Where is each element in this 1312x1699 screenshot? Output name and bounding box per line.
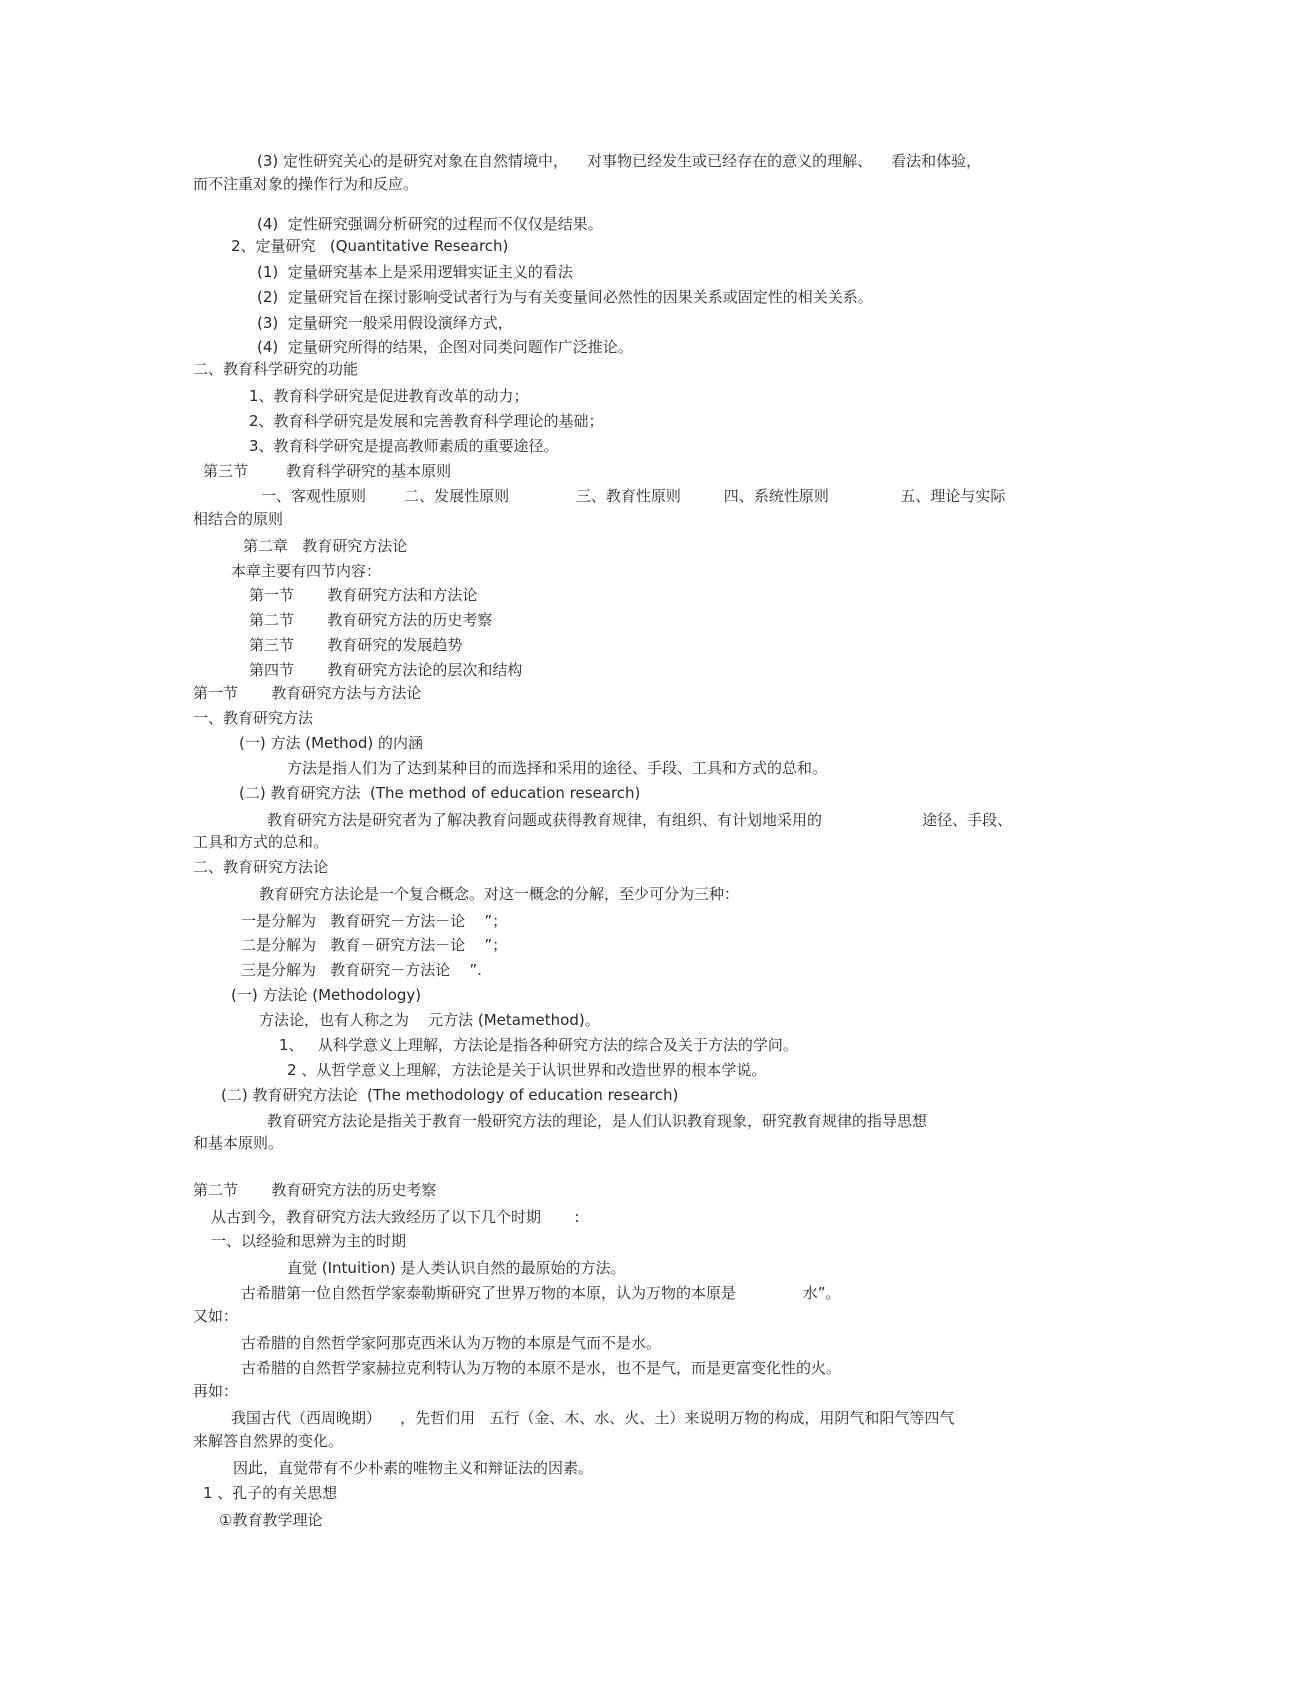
- text-line-quantitative-2: (2) 定量研究旨在探讨影响受试者行为与有关变量间必然性的因果关系或固定性的相关关系。: [257, 288, 873, 306]
- text-line-five-elements: 我国古代（西周晚期） ，先哲们用 五行（金、木、水、火、土）来说明万物的构成，用阴气和阳气等四气: [231, 1409, 955, 1427]
- text-line-edu-methodology-def: 教育研究方法论是指关于教育一般研究方法的理论，是人们认识教育现象，研究教育规律的指导思想: [267, 1112, 928, 1130]
- section-heading-section1: 第一节 教育研究方法与方法论: [193, 684, 422, 702]
- text-line-also-2: 再如：: [193, 1382, 239, 1400]
- subheading-edu-method: (二) 教育研究方法 (The method of education research): [239, 784, 641, 802]
- subheading-confucius: 1 、孔子的有关思想: [203, 1484, 338, 1502]
- text-line-method-def: 方法是指人们为了达到某种目的而选择和采用的途径、手段、工具和方式的总和。: [287, 759, 828, 777]
- section-heading-section2: 第二节 教育研究方法的历史考察: [193, 1181, 437, 1199]
- text-line-intuition: 直觉 (Intuition) 是人类认识自然的最原始的方法。: [287, 1259, 626, 1277]
- text-line-function-2: 2、教育科学研究是发展和完善教育科学理论的基础；: [249, 412, 604, 430]
- text-line-five-elements-cont: 来解答自然界的变化。: [193, 1432, 344, 1450]
- text-line-metamethod: 方法论，也有人称之为 元方法 (Metamethod)。: [259, 1011, 600, 1029]
- text-line-function-1: 1、教育科学研究是促进教育改革的动力；: [249, 387, 529, 405]
- text-line-heraclitus: 古希腊的自然哲学家赫拉克利特认为万物的本原不是水，也不是气，而是更富变化性的火。: [241, 1359, 842, 1377]
- text-line-meaning-2: 2 、从哲学意义上理解，方法论是关于认识世界和改造世界的根本学说。: [287, 1061, 767, 1079]
- text-line-qualitative-3: (3) 定性研究关心的是研究对象在自然情境中， 对事物已经发生或已经存在的意义的理解、 看法和体验，: [257, 152, 982, 170]
- chapter-heading: 第二章 教育研究方法论: [243, 537, 408, 555]
- toc-item-3: 第三节 教育研究的发展趋势: [249, 636, 463, 654]
- subheading-teaching-theory: ①教育教学理论: [219, 1511, 323, 1529]
- text-line-function-3: 3、教育科学研究是提高教师素质的重要途径。: [249, 437, 559, 455]
- toc-item-2: 第二节 教育研究方法的历史考察: [249, 611, 493, 629]
- toc-item-4: 第四节 教育研究方法论的层次和结构: [249, 661, 523, 679]
- text-line-chapter-intro: 本章主要有四节内容：: [231, 562, 382, 580]
- text-line-qualitative-3-cont: 而不注重对象的操作行为和反应。: [193, 175, 419, 193]
- text-line-periods-intro: 从古到今，教育研究方法大致经历了以下几个时期 :: [211, 1208, 580, 1226]
- subheading-methodology: (一) 方法论 (Methodology): [231, 986, 422, 1004]
- text-line-edu-method-def: 教育研究方法是研究者为了解决教育问题或获得教育规律，有组织、有计划地采用的 途径、手段、: [267, 811, 1013, 829]
- text-line-edu-method-def-cont: 工具和方式的总和。: [193, 833, 329, 851]
- section-heading-methodology: 二、教育研究方法论: [193, 858, 329, 876]
- text-line-meaning-1: 1、 从科学意义上理解，方法论是指各种研究方法的综合及关于方法的学问。: [279, 1036, 798, 1054]
- text-line-quantitative-4: (4) 定量研究所得的结果，企图对同类问题作广泛推论。: [257, 338, 633, 356]
- subheading-method: (一) 方法 (Method) 的内涵: [239, 734, 423, 752]
- text-line-anaximenes: 古希腊的自然哲学家阿那克西米认为万物的本原是气而不是水。: [241, 1334, 662, 1352]
- text-line-methodology-intro: 教育研究方法论是一个复合概念。对这一概念的分解，至少可分为三种：: [259, 885, 740, 903]
- text-line-edu-methodology-def-cont: 和基本原则。: [193, 1134, 284, 1152]
- text-line-principles: 一、客观性原则 二、发展性原则 三、教育性原则 四、系统性原则 五、理论与实际: [261, 487, 1006, 505]
- toc-item-1: 第一节 教育研究方法和方法论: [249, 586, 478, 604]
- text-line-thales: 古希腊第一位自然哲学家泰勒斯研究了世界万物的本原，认为万物的本原是 水”。: [241, 1284, 841, 1302]
- text-line-quantitative-3: (3) 定量研究一般采用假设演绎方式，: [257, 314, 513, 332]
- subheading-empirical-period: 一、以经验和思辨为主的时期: [211, 1232, 407, 1250]
- section-heading-functions: 二、教育科学研究的功能: [193, 360, 359, 378]
- text-line-conclusion: 因此，直觉带有不少朴素的唯物主义和辩证法的因素。: [233, 1459, 594, 1477]
- list-item-decomp-2: 二是分解为 教育－研究方法－论 ”；: [241, 936, 508, 954]
- text-line-also-1: 又如：: [193, 1307, 239, 1325]
- subheading-edu-methodology: (二) 教育研究方法论 (The methodology of education research): [221, 1086, 679, 1104]
- list-item-decomp-3: 三是分解为 教育研究－方法论 ”.: [241, 961, 482, 979]
- text-line-principles-cont: 相结合的原则: [193, 510, 284, 528]
- text-line-quantitative-heading: 2、定量研究 (Quantitative Research): [231, 237, 509, 255]
- text-line-quantitative-1: (1) 定量研究基本上是采用逻辑实证主义的看法: [257, 263, 573, 281]
- section-heading-principles: 第三节 教育科学研究的基本原则: [203, 462, 452, 480]
- section-heading-methods: 一、教育研究方法: [193, 709, 314, 727]
- list-item-decomp-1: 一是分解为 教育研究－方法－论 ”；: [241, 912, 508, 930]
- text-line-qualitative-4: (4) 定性研究强调分析研究的过程而不仅仅是结果。: [257, 215, 603, 233]
